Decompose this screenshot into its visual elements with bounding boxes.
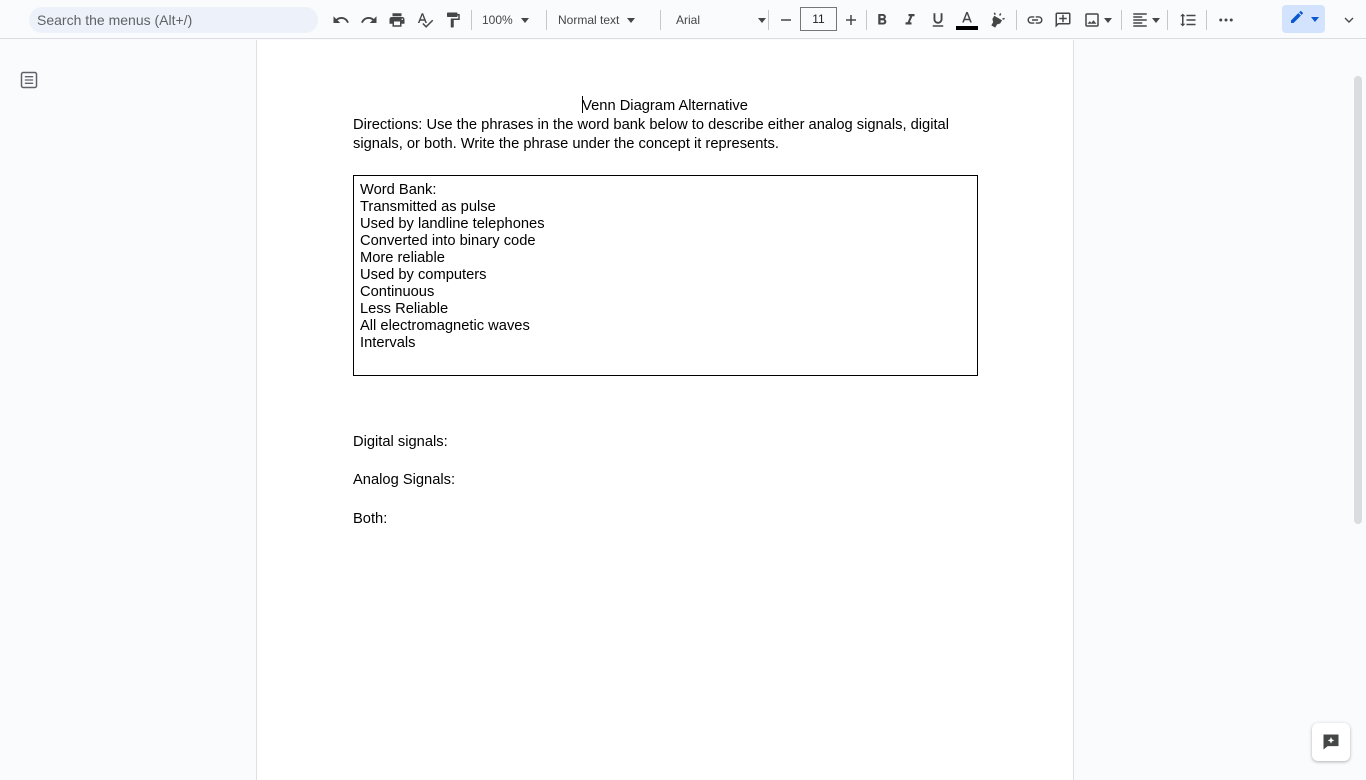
word-bank-table [353,175,978,376]
word-bank-item: Continuous [360,284,435,300]
toolbar-divider [1121,10,1122,30]
editing-mode-button[interactable] [1282,5,1325,33]
pencil-icon [1289,9,1305,30]
toolbar-divider [866,10,867,30]
redo-icon[interactable] [358,8,380,32]
word-bank-item: Used by computers [360,267,487,283]
font-family-select[interactable] [672,8,766,32]
paragraph-style-select[interactable] [558,8,653,32]
chevron-down-icon [1104,18,1112,23]
toolbar-divider [1167,10,1168,30]
document-title [257,96,1073,116]
word-bank-item: Used by landline telephones [360,216,545,232]
zoom-select[interactable] [482,8,542,32]
decrease-font-size-button[interactable] [776,8,796,32]
spellcheck-icon[interactable] [414,8,436,32]
bold-icon[interactable] [871,8,893,32]
toolbar-divider [1016,10,1017,30]
text-color-swatch [956,26,978,30]
analog-signals-label: Analog Signals: [353,472,456,488]
document-title-text: Venn Diagram Alternative [582,98,748,114]
toolbar-divider [1206,10,1207,30]
chevron-down-icon [1311,17,1319,22]
chevron-down-icon [627,18,635,23]
toolbar-divider [768,10,769,30]
both-label: Both: [353,511,388,527]
toolbar [0,0,1366,39]
document-page[interactable] [256,40,1074,780]
increase-font-size-button[interactable] [841,8,861,32]
link-icon[interactable] [1024,8,1046,32]
word-bank-item: Converted into binary code [360,233,536,249]
chevron-up-icon[interactable] [1338,8,1360,32]
sparkle-icon[interactable] [1312,723,1350,761]
align-left-icon[interactable] [1129,8,1161,32]
chevron-down-icon [758,18,766,23]
toolbar-divider [471,10,472,30]
line-spacing-icon[interactable] [1177,8,1199,32]
add-comment-icon[interactable] [1052,8,1074,32]
word-bank-item: All electromagnetic waves [360,318,530,334]
font-family-value: Arial [676,13,701,27]
paragraph-style-value: Normal text [558,13,620,27]
undo-icon[interactable] [330,8,352,32]
paint-format-icon[interactable] [442,8,464,32]
insert-image-icon[interactable] [1080,8,1114,32]
underline-icon[interactable] [927,8,949,32]
text-color-icon[interactable] [955,8,979,32]
chevron-down-icon [1152,18,1160,23]
more-icon[interactable] [1214,8,1238,32]
word-bank-heading: Word Bank: [360,182,437,198]
word-bank-item: More reliable [360,250,445,266]
zoom-value: 100% [482,13,513,27]
word-bank-item: Less Reliable [360,301,449,317]
vertical-scrollbar[interactable] [1354,76,1362,524]
italic-icon[interactable] [899,8,921,32]
font-size-input[interactable]: 11 [800,7,837,31]
word-bank-item: Transmitted as pulse [360,199,496,215]
search-menus-input[interactable]: Search the menus (Alt+/) [29,7,318,33]
toolbar-divider [660,10,661,30]
digital-signals-label: Digital signals: [353,434,448,450]
highlight-icon[interactable] [986,8,1008,32]
chevron-down-icon [521,18,529,23]
toolbar-divider [546,10,547,30]
directions-paragraph: Directions: Use the phrases in the word bank below to describe either analog signals, digital signals, or both. Write the phrase under the concept it represents. [353,117,949,152]
document-outline-icon[interactable] [19,70,39,95]
word-bank-item: Intervals [360,335,416,351]
print-icon[interactable] [386,8,408,32]
